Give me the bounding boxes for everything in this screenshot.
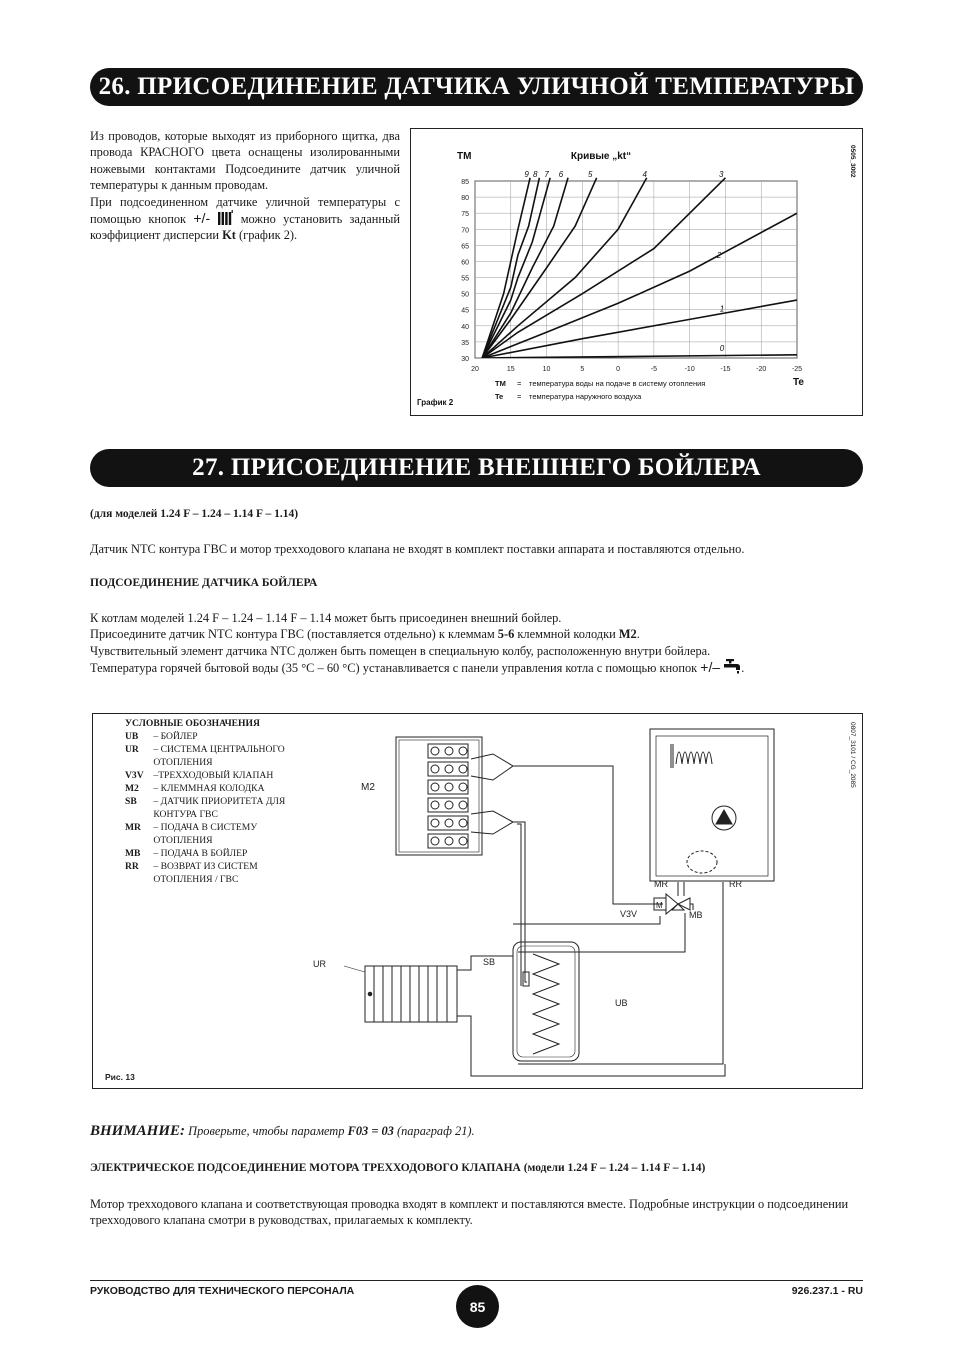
y-tick-label: 55 <box>461 275 469 283</box>
section-26-para1: Из проводов, которые выходят из приборного щитка, два провода КРАСНОГО цвета оснащены изолированными ножевыми контактами Подсоедините датчик уличной температуры к данным проводам. <box>90 129 400 193</box>
legend-desc: – КЛЕММНАЯ КОЛОДКА <box>151 783 265 794</box>
legend-te-code: Te <box>495 392 504 401</box>
legend-desc: ОТОПЛЕНИЯ <box>151 835 213 846</box>
x-tick-label: 10 <box>542 366 551 373</box>
legend-desc: ОТОПЛЕНИЯ / ГВС <box>151 874 239 885</box>
legend-title: УСЛОВНЫЕ ОБОЗНАЧЕНИЯ <box>125 718 260 729</box>
boiler-line-4: Температура горячей бытовой воды (35 °C – 60 °C) устанавливается с панели управления котла с помощью кнопок +/– . <box>90 659 745 676</box>
x-tick-label: 15 <box>506 366 515 373</box>
kt-curves-chart <box>411 129 862 415</box>
curve-label-3: 3 <box>719 170 724 179</box>
curve-label-6: 6 <box>558 170 564 179</box>
legend-code: SB <box>125 796 137 807</box>
boiler-line-1: К котлам моделей 1.24 F – 1.24 – 1.14 F – 1.14 может быть присоединен внешний бойлер. <box>90 611 562 625</box>
label-v3v: V3V <box>620 909 638 919</box>
page-number: 85 <box>456 1285 499 1328</box>
x-tick-label: -20 <box>756 366 767 373</box>
models-note: (для моделей 1.24 F – 1.24 – 1.14 F – 1.14) <box>90 508 299 520</box>
attention-label: ВНИМАНИЕ: <box>90 1123 186 1139</box>
footer-divider <box>90 1280 863 1281</box>
curve-label-0: 0 <box>719 343 725 353</box>
label-ur: UR <box>313 959 326 969</box>
y-tick-label: 40 <box>461 323 469 331</box>
curve-kt-2 <box>482 213 797 358</box>
y-tick-label: 80 <box>461 195 469 203</box>
legend-tm-desc: температура воды на подаче в систему отопления <box>529 379 706 388</box>
chart-code: 0505_3002 <box>849 145 856 178</box>
section-26-text <box>90 128 400 244</box>
boiler-line-3: Чувствительный элемент датчика NTC должен быть помещен в специальную колбу, расположенную внутри бойлера. <box>90 643 711 658</box>
y-tick-label: 60 <box>461 259 469 267</box>
curve-kt-3 <box>482 178 725 358</box>
legend-code: V3V <box>125 770 144 781</box>
x-tick-label: 5 <box>580 366 585 373</box>
boiler-sensor-text <box>90 610 863 677</box>
y-tick-label: 30 <box>461 356 469 363</box>
label-ub: UB <box>615 998 628 1008</box>
legend-code: RR <box>125 861 139 872</box>
label-sb: SB <box>483 957 496 967</box>
plus-minus-buttons-dhw: +/– <box>700 659 721 676</box>
attention-note: ВНИМАНИЕ: Проверьте, чтобы параметр F03 = 03 (параграф 21). <box>90 1123 475 1139</box>
y-tick-label: 35 <box>461 339 469 347</box>
curve-label-5: 5 <box>588 170 593 179</box>
y-axis-label: TM <box>457 151 472 162</box>
legend-desc: – ПОДАЧА В СИСТЕМУ <box>151 822 258 833</box>
legend-code: MB <box>125 848 141 859</box>
curve-label-4: 4 <box>642 170 647 179</box>
plus-minus-buttons: +/- <box>193 210 211 227</box>
curve-label-8: 8 <box>532 170 538 179</box>
figure-13-caption: Рис. 13 <box>105 1072 135 1082</box>
legend-desc: КОНТУРА ГВС <box>151 809 218 820</box>
legend-desc: – ВОЗВРАТ ИЗ СИСТЕМ <box>151 861 258 872</box>
boiler-connection-diagram <box>93 714 862 1088</box>
section-26-title: 26. ПРИСОЕДИНЕНИЕ ДАТЧИКА УЛИЧНОЙ ТЕМПЕРАТУРЫ <box>90 68 863 106</box>
tap-icon <box>723 659 741 674</box>
legend-desc: – БОЙЛЕР <box>151 731 198 742</box>
legend-desc: – ПОДАЧА В БОЙЛЕР <box>151 848 248 859</box>
x-tick-label: -5 <box>650 366 658 373</box>
boiler-line-2: Присоедините датчик NTC контура ГВС (поставляется отдельно) к клеммам 5-6 клеммной колодки M2. <box>90 627 640 642</box>
y-tick-label: 70 <box>461 227 469 235</box>
section-26-para2: При подсоединенном датчике уличной температуры с помощью кнопок +/- можно установить заданный коэффициент дисперсии Kt (график 2). <box>90 194 400 243</box>
legend-desc: – ДАТЧИК ПРИОРИТЕТА ДЛЯ <box>151 796 286 807</box>
chart-title: Кривые „kt“ <box>570 151 632 162</box>
curve-label-2: 2 <box>716 251 722 261</box>
legend-tm-code: TM <box>495 379 506 388</box>
curve-label-9: 9 <box>524 170 529 179</box>
x-tick-label: -15 <box>720 366 731 373</box>
label-mr: MR <box>654 879 668 889</box>
section-27-title: 27. ПРИСОЕДИНЕНИЕ ВНЕШНЕГО БОЙЛЕРА <box>90 449 863 487</box>
legend-desc: –ТРЕХХОДОВЫЙ КЛАПАН <box>151 770 274 781</box>
legend-code: M2 <box>125 783 139 794</box>
motor-heading: ЭЛЕКТРИЧЕСКОЕ ПОДСОЕДИНЕНИЕ МОТОРА ТРЕХХОДОВОГО КЛАПАНА (модели 1.24 F – 1.24 – 1.14 F – 1.14) <box>90 1162 706 1174</box>
attention-param: F03 = 03 <box>347 1124 394 1138</box>
curve-kt-9 <box>482 178 530 358</box>
x-tick-label: -25 <box>791 366 803 373</box>
label-rr: RR <box>729 879 742 889</box>
x-tick-label: 20 <box>471 366 479 373</box>
x-axis-label: Te <box>793 377 804 388</box>
legend-code: UR <box>125 744 139 755</box>
x-tick-label: 0 <box>616 366 621 373</box>
y-tick-label: 45 <box>461 307 469 315</box>
label-motor: M <box>656 901 663 910</box>
ntc-note: Датчик NTC контура ГВС и мотор трехходового клапана не входят в комплект поставки аппарата и поставляются отдельно. <box>90 542 745 556</box>
y-tick-label: 75 <box>461 211 469 219</box>
curve-label-7: 7 <box>544 170 549 179</box>
label-m2: M2 <box>361 782 375 793</box>
legend-code: UB <box>125 731 139 742</box>
figure-code: 0807_3101 / CG_2085 <box>849 722 856 788</box>
figure-13-frame <box>92 713 863 1089</box>
footer-doc-code: 926.237.1 - RU <box>791 1285 863 1297</box>
footer-manual-title: РУКОВОДСТВО ДЛЯ ТЕХНИЧЕСКОГО ПЕРСОНАЛА <box>90 1285 355 1297</box>
legend-tm-eq: = <box>517 379 522 388</box>
x-tick-label: -10 <box>684 366 695 373</box>
y-tick-label: 50 <box>461 291 469 299</box>
chart-2-frame <box>410 128 863 416</box>
legend-desc: – СИСТЕМА ЦЕНТРАЛЬНОГО <box>151 744 285 755</box>
chart-caption: График 2 <box>417 398 454 407</box>
curve-kt-1 <box>482 300 797 358</box>
legend-desc: ОТОПЛЕНИЯ <box>151 757 213 768</box>
y-tick-label: 65 <box>461 243 469 251</box>
curve-label-1: 1 <box>719 304 725 314</box>
legend-te-desc: температура наружного воздуха <box>529 392 642 401</box>
motor-text: Мотор трехходового клапана и соответствующая проводка входят в комплект и поставляются вместе. Подробные инструкции о подсоединении трехходового клапана смотри в руководствах, прилагаемых к комплекту. <box>90 1197 849 1228</box>
radiator-icon <box>217 210 233 226</box>
label-mb: MB <box>689 910 703 920</box>
y-tick-label: 85 <box>461 179 469 186</box>
legend-te-eq: = <box>517 392 522 401</box>
boiler-sensor-heading: ПОДСОЕДИНЕНИЕ ДАТЧИКА БОЙЛЕРА <box>90 577 318 589</box>
legend-code: MR <box>125 822 141 833</box>
